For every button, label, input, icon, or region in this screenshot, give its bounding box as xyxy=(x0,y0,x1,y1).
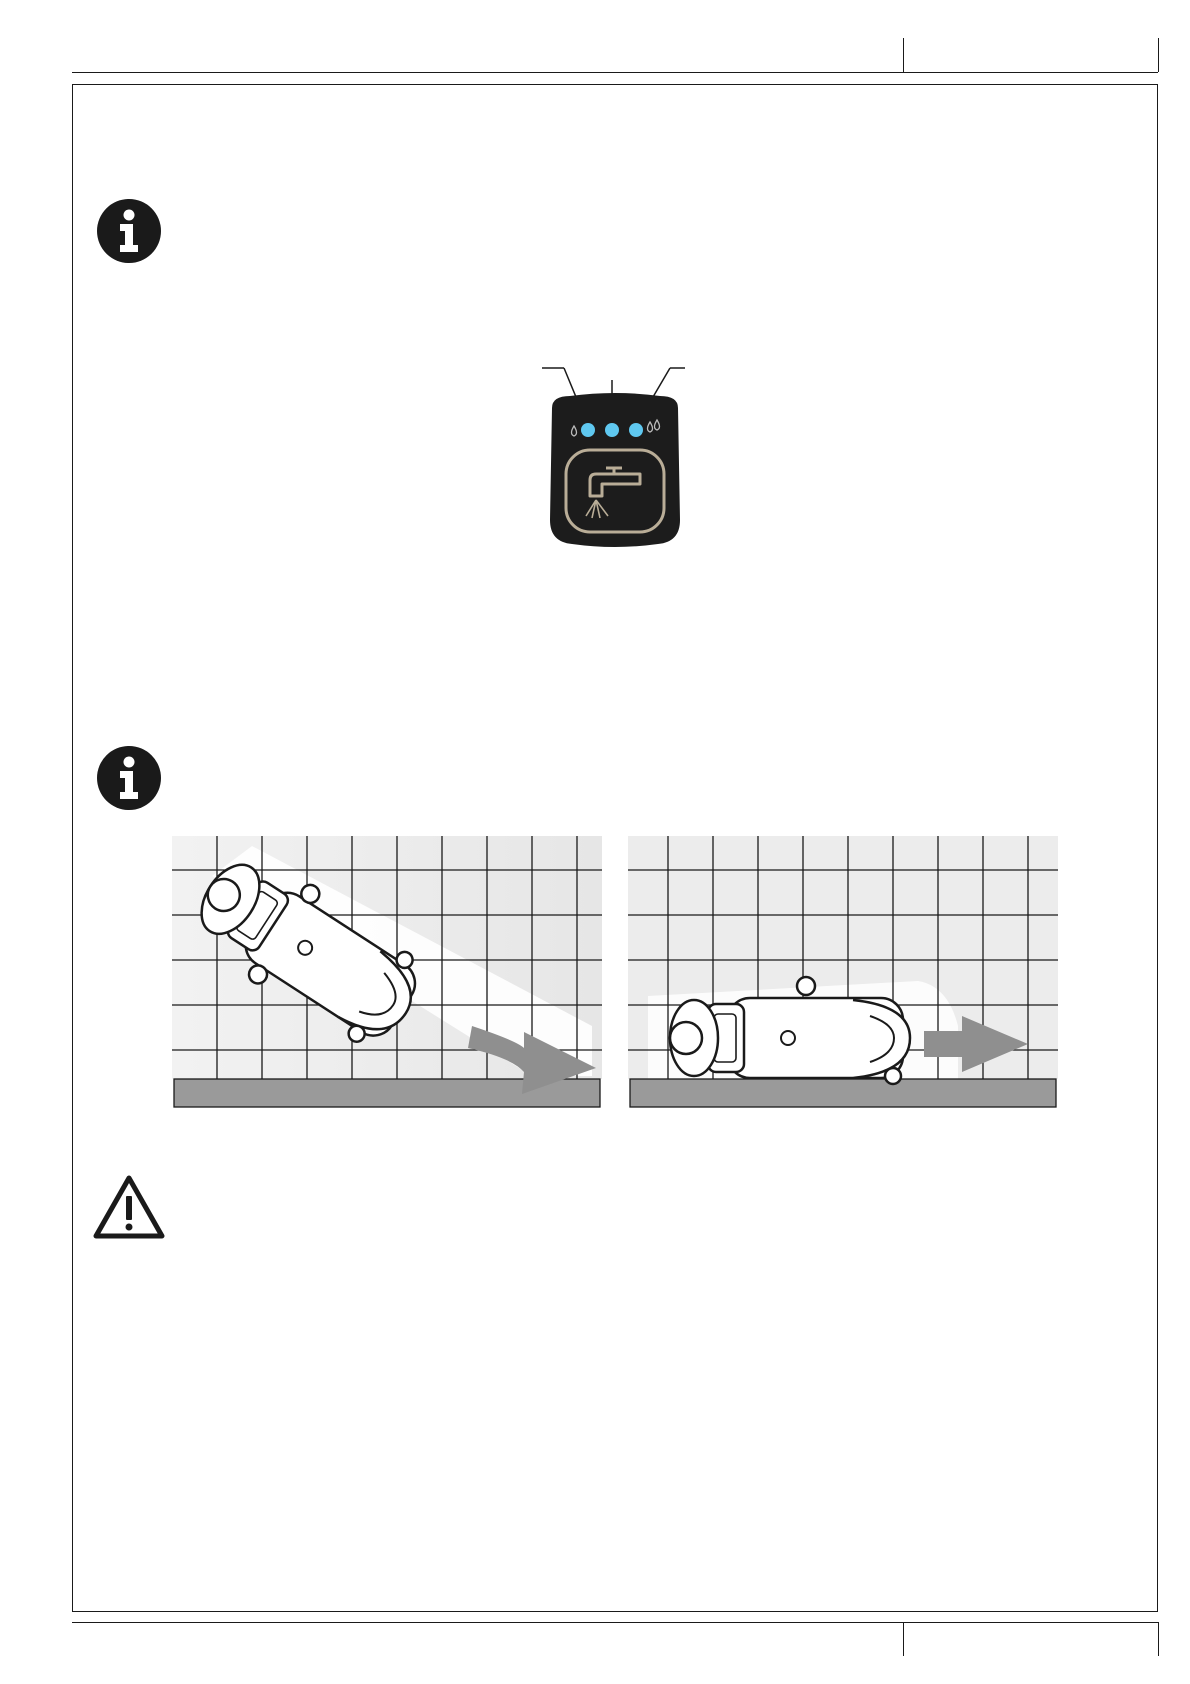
info-icon xyxy=(96,745,162,811)
indicator-mid xyxy=(605,423,619,437)
footer-right-edge xyxy=(1158,1622,1159,1656)
indicator-low xyxy=(581,423,595,437)
header-rule xyxy=(72,72,1158,73)
warning-icon xyxy=(93,1174,165,1240)
cleaning-scene-angled xyxy=(172,836,602,1116)
header-divider xyxy=(903,38,904,72)
footer-rule xyxy=(72,1622,1158,1623)
indicator-high xyxy=(629,423,643,437)
control-panel-figure xyxy=(530,360,700,555)
footer-divider xyxy=(903,1622,904,1656)
wall-strip xyxy=(630,1079,1056,1107)
info-icon xyxy=(96,198,162,264)
cleaning-scene-straight xyxy=(628,836,1058,1116)
header-right-edge xyxy=(1158,38,1159,72)
